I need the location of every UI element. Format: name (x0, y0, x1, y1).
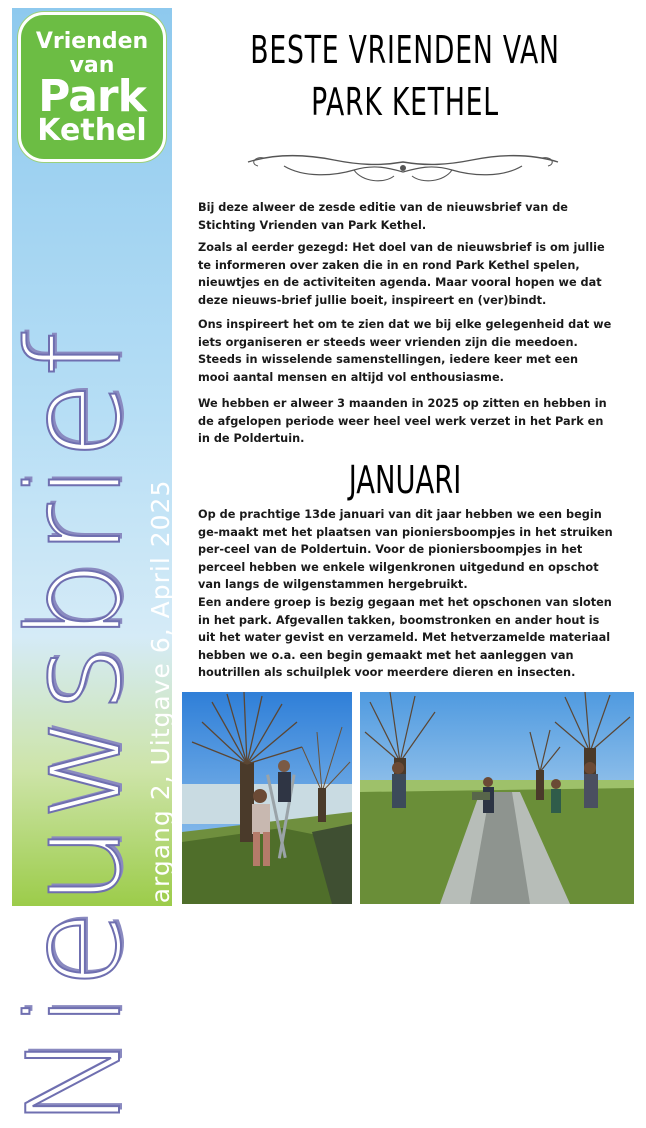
sidebar-banner (1, 8, 175, 1128)
intro-paragraph-3: Ons inspireert het om te zien dat we bij elke gelegenheid dat we iets organiseren er steeds weer vrienden zijn die meedoen. Steeds in wisselende samenstellingen, iedere keer met een mooi aantal mensen en altijd vol enthousiasme. (198, 318, 612, 384)
logo-text-kethel: Kethel (37, 113, 147, 148)
intro-paragraph-1: Bij deze alweer de zesde editie van de nieuwsbrief van de Stichting Vrienden van Park Kethel. (198, 201, 568, 232)
intro-paragraph-4: We hebben er alweer 3 maanden in 2025 op zitten en hebben in de afgelopen periode weer heel veel werk verzet in het Park en in de Poldertuin. (198, 397, 607, 446)
sidebar-title-block (1, 228, 175, 1128)
logo-text-vrienden: Vrienden (35, 29, 149, 54)
photo-willow-pruning (182, 692, 352, 904)
edition-info: Jaargang 2, Uitgave 6, April 2025 (146, 479, 175, 928)
logo (18, 12, 166, 162)
logo-text-van: van (69, 53, 115, 78)
page-title (233, 24, 576, 128)
photo-path-volunteers (360, 692, 634, 904)
intro-paragraph-2: Zoals al eerder gezegd: Het doel van de nieuwsbrief is om jullie te informeren over zaken die in en rond Park Kethel spelen, nieuwtjes en de activiteiten agenda. Maar vooral hopen we dat deze nieuws-brief jullie boeit, inspireert en (ver)bindt. (198, 241, 605, 307)
page-title-line1: BESTE VRIENDEN VAN (250, 28, 560, 72)
newsletter-title: Nieuwsbrief (1, 328, 150, 1128)
ornament-flourish-icon (244, 148, 562, 188)
januari-paragraph-2: Een andere groep is bezig gegaan met het opschonen van sloten in het park. Afgevallen takken, boomstronken en ander hout is uit het water gevist en verzameld. Met hetverzamelde materiaal hebben we o.a. een begin gemaakt met het aanleggen van houtrillen als schuilplek voor meerdere dieren en insecten. (198, 596, 612, 680)
logo-text-park: Park (38, 71, 146, 122)
januari-paragraph-1: Op de prachtige 13de januari van dit jaar hebben we een begin ge-maakt met het plaatsen van pioniersboompjes in het struiken per-ceel van de Poldertuin. Voor de pioniersboompjes in het perceel hebben we enkele wilgenkronen uitgedund en opschot van langs de wilgenstammen hergebruikt. (198, 508, 613, 592)
page-title-line2: PARK KETHEL (311, 80, 499, 124)
section-heading-januari: JANUARI (348, 458, 462, 502)
